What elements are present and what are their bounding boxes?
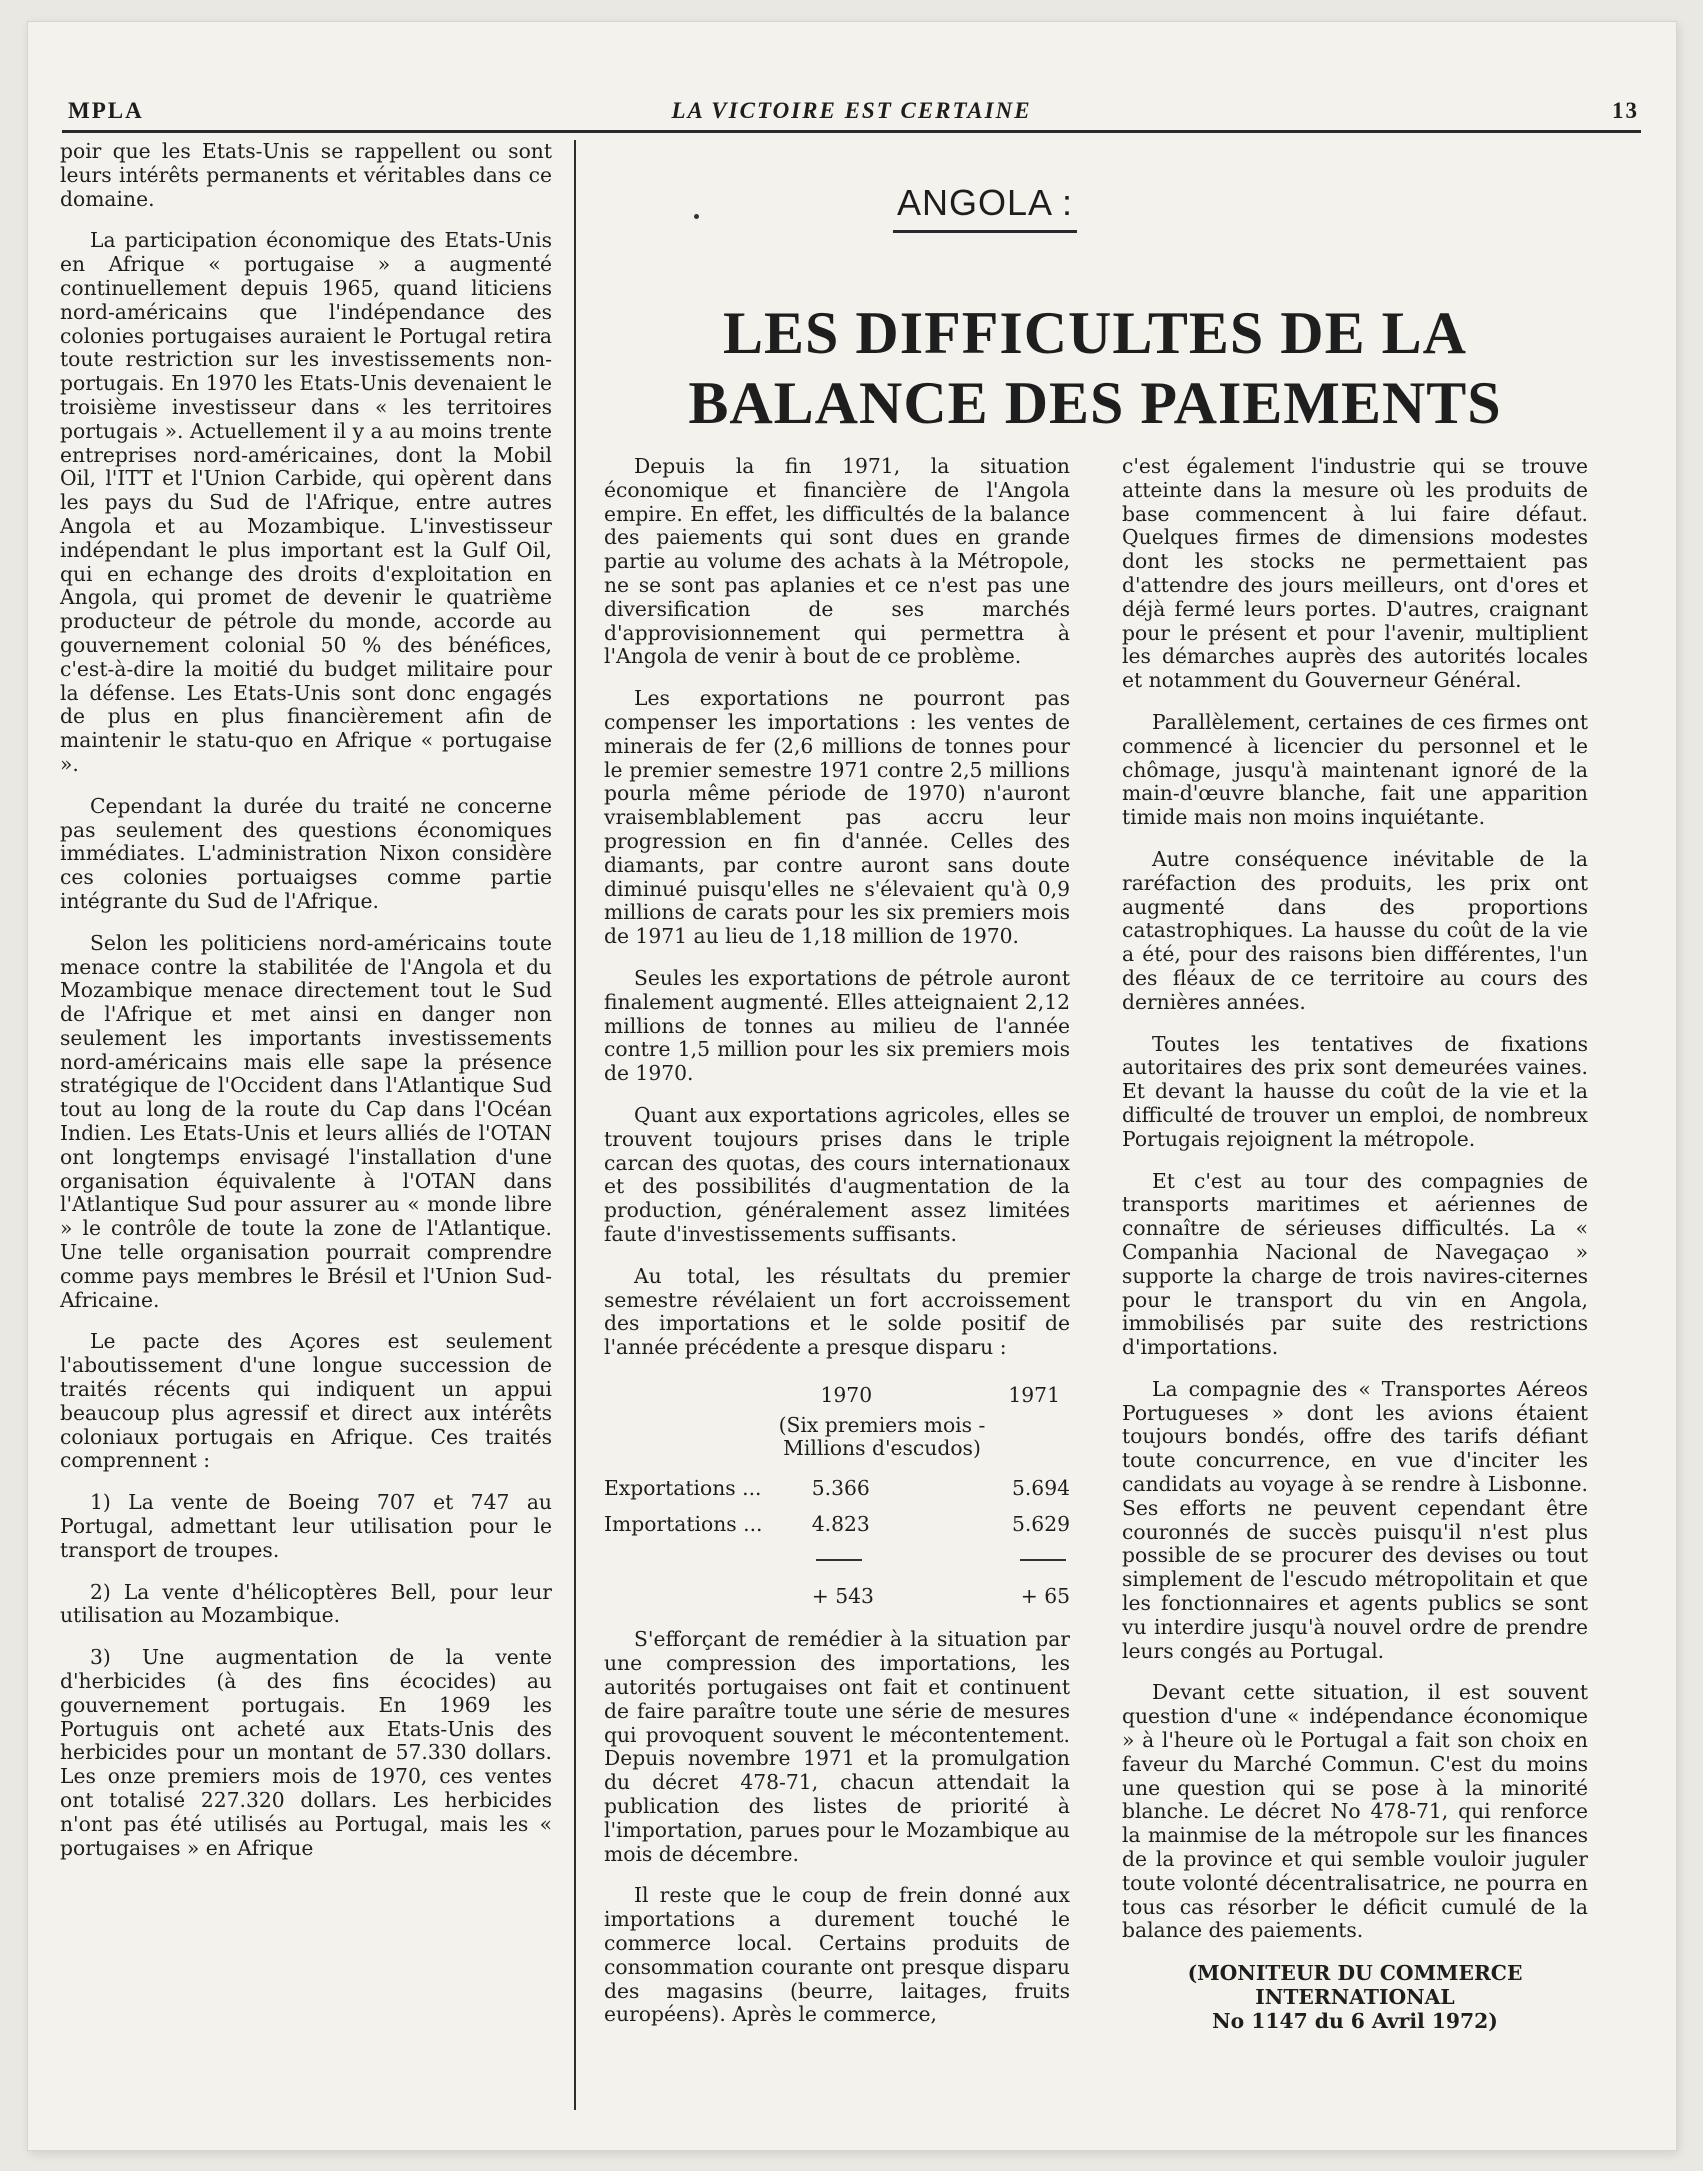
- table-header-row: [604, 1378, 1070, 1414]
- paragraph: c'est également l'industrie qui se trouve atteinte dans la mesure où les produits de base commencent à lui faire défaut. Quelques firmes de dimensions modestes dont les stocks ne permettaient pas d'attendre des jours meilleurs, ont d'ores et déjà fermé leurs portes. D'autres, craignant pour le présent et pour l'avenir, multiplient les démarches auprès des autorités locales et notamment du Gouverneur Général.: [1122, 454, 1588, 693]
- table-row: [604, 1471, 1070, 1507]
- paragraph: Cependant la durée du traité ne concerne pas seulement des questions économiques immédiates. L'administration Nixon considère ces colonies portuaigses comme partie intégrante du Sud de l'Afrique.: [60, 793, 552, 913]
- table-balance-row: [604, 1579, 1070, 1615]
- paragraph: Autre conséquence inévitable de la raréfaction des produits, les prix ont augmenté dans des proportions catastrophiques. La hausse du coût de la vie a été, pour des raisons bien différentes, l'un des fléaux de ce territoire au cours des dernières années.: [1122, 846, 1588, 1014]
- source-line: No 1147 du 6 Avril 1972): [1212, 2009, 1498, 2034]
- paragraph: poir que les Etats-Unis se rappellent ou sont leurs intérêts permanents et véritables dans ce domaine.: [60, 139, 552, 211]
- print-dot: [694, 214, 699, 219]
- header-left: MPLA: [68, 98, 144, 123]
- column-left: [60, 140, 552, 1878]
- page-number: 13: [1612, 98, 1639, 123]
- paragraph: Toutes les tentatives de fixations autoritaires des prix sont demeurées vaines. Et devant la hausse du coût de la vie et la difficulté de trouver un emploi, de nombreux Portugais rejoignent la métropole.: [1122, 1031, 1588, 1151]
- paragraph: Seules les exportations de pétrole auront finalement augmenté. Elles atteignaient 2,12 millions de tonnes au milieu de l'année contre 1,5 million pour les six premiers mois de 1970.: [604, 965, 1070, 1086]
- sum-rule: [816, 1559, 862, 1561]
- column-middle: [604, 455, 1070, 2045]
- paragraph: La compagnie des « Transportes Aéreos Portugueses » dont les avions étaient toujours bondés, offre des tarifs défiant toute concurrence, en vue d'inciter les candidats au voyage à se rendre à Lisbonne. Ses efforts ne peuvent cependant être couronnés de succès puisqu'il n'est plus possible de se procurer des devises ou tout simplement de l'escudo métropolitain et que les fonctionnaires et agents publics se sont vu interdire jusqu'à nouvel ordre de prendre leurs congés au Portugal.: [1122, 1376, 1588, 1663]
- paragraph: S'efforçant de remédier à la situation par une compression des importations, les autorités portugaises ont fait et continuent de faire paraître toute une série de mesures qui provoquent souvent le mécontentement. Depuis novembre 1971 et la promulgation du décret 478-71, chacun attendait la publication des listes de priorité à l'importation, parues pour le Mozambique au mois de décembre.: [604, 1627, 1070, 1866]
- value-1970: 4.823: [811, 1512, 870, 1537]
- leader-dots: ...: [743, 1512, 763, 1537]
- source-line: (MONITEUR DU COMMERCE: [1187, 1961, 1523, 1986]
- source-citation: [1122, 1961, 1588, 2033]
- section-kicker: ANGOLA :: [893, 182, 1077, 233]
- column-rule: [574, 140, 576, 2110]
- paragraph: Et c'est au tour des compagnies de transports maritimes et aériennes de connaître de sérieuses difficultés. La « Companhia Nacional de Navegaçao » supporte la charge de trois navires-citernes pour le transport du vin en Angola, immobilisés par suite des restrictions d'importations.: [1122, 1168, 1588, 1360]
- value-1971: 5.629: [1011, 1512, 1070, 1537]
- running-header: [62, 86, 1641, 133]
- year-1971: 1971: [1008, 1382, 1060, 1407]
- headline-line-1: LES DIFFICULTES DE LA: [722, 300, 1468, 366]
- paragraph: Au total, les résultats du premier semestre révélaient un fort accroissement des importations et le solde positif de l'année précédente a presque disparu :: [604, 1263, 1070, 1360]
- list-item: 1) La vente de Boeing 707 et 747 au Portugal, admettant leur utilisation pour le transport de troupes.: [60, 1490, 552, 1562]
- value-1971: 5.694: [1011, 1476, 1070, 1501]
- paragraph: Selon les politiciens nord-américains toute menace contre la stabilitée de l'Angola et du Mozambique menace directement tout le Sud de l'Afrique et met ainsi en danger non seulement les importants investissements nord-américains mais elle sape la présence stratégique de l'Occident dans l'Atlantique Sud tout au long de la route du Cap dans l'Océan Indien. Les Etats-Unis et leurs alliés de l'OTAN ont longtemps envisagé l'installation d'une organisation équivalente à l'OTAN dans l'Atlantique Sud pour assurer au « monde libre » le contrôle de toute la zone de l'Atlantique. Une telle organisation pourrait comprendre comme pays membres le Brésil et l'Union Sud-Africaine.: [60, 930, 552, 1312]
- paragraph: Parallèlement, certaines de ces firmes ont commencé à licencier du personnel et le chômage, jusqu'à maintenant ignoré de la main-d'œuvre blanche, fait une apparition timide mais non moins inquiétante.: [1122, 709, 1588, 830]
- leader-dots: ...: [742, 1476, 762, 1501]
- paragraph: Devant cette situation, il est souvent question d'une « indépendance économique » à l'heure où le Portugal a fait son choix en faveur du Marché Commun. C'est du moins une question qui se pose à la minorité blanche. Le décret No 478-71, qui renforce la mainmise de la métropole sur les finances de la province et qui semble vouloir juguler toute volonté décentralisatrice, ne pourra en tous cas résorber le déficit cumulé de la balance des paiements.: [1122, 1680, 1588, 1943]
- row-label: Importations: [604, 1512, 737, 1537]
- year-1970: 1970: [820, 1382, 873, 1407]
- article-headline: [600, 298, 1590, 438]
- paragraph: Il reste que le coup de frein donné aux importations a durement touché le commerce local. Certains produits de consommation courante ont presque disparu des magasins (beurre, laitages, fruits européens). Après le commerce,: [604, 1883, 1070, 2027]
- table-subhead-row: [604, 1414, 1070, 1472]
- paragraph: Les exportations ne pourront pas compenser les importations : les ventes de minerais de fer (2,6 millions de tonnes pour le premier semestre 1971 contre 2,5 millions pourla même période de 1970) n'auront vraisemblablement pas accru leur progression en fin d'année. Celles des diamants, par contre auront sans doute diminué puisqu'elles ne s'élevaient qu'à 0,9 millions de carats pour les six premiers mois de 1971 au lieu de 1,18 million de 1970.: [604, 686, 1070, 949]
- table-separator-row: [604, 1543, 1070, 1579]
- balance-1970: + 543: [811, 1583, 874, 1608]
- paragraph: Le pacte des Açores est seulement l'aboutissement d'une longue succession de traités récents qui indiquent un appui beaucoup plus agressif et direct aux intérêts coloniaux portugais en Afrique. Ces traités comprennent :: [60, 1329, 552, 1473]
- header-title: LA VICTOIRE EST CERTAINE: [671, 98, 1032, 123]
- table-row: [604, 1507, 1070, 1543]
- column-right: [1122, 455, 1588, 2033]
- balance-1971: + 65: [1020, 1583, 1070, 1608]
- value-1970: 5.366: [811, 1476, 870, 1501]
- paragraph: Depuis la fin 1971, la situation économique et financière de l'Angola empire. En effet, les difficultés de la balance des paiements qui sont dues en grande partie au volume des achats à la Métropole, ne se sont pas aplanies et ce n'est pas une diversification de ses marchés d'approvisionnement qui permettra à l'Angola de venir à bout de ce problème.: [604, 454, 1070, 669]
- trade-balance-table: [604, 1378, 1070, 1615]
- list-item: 3) Une augmentation de la vente d'herbicides (à des fins écocides) au gouvernement portugais. En 1969 les Portuguis ont acheté aux Etats-Unis des herbicides pour un montant de 57.330 dollars. Les onze premiers mois de 1970, ces ventes ont totalisé 227.320 dollars. Les herbicides n'ont pas été utilisés au Portugal, mais les « portugaises » en Afrique: [60, 1645, 552, 1860]
- paragraph: Quant aux exportations agricoles, elles se trouvent toujours prises dans le triple carcan des quotas, des cours internationaux et des possibilités d'augmentation de la production, généralement assez limitées faute d'investissements suffisants.: [604, 1102, 1070, 1246]
- sum-rule: [1020, 1559, 1066, 1561]
- paragraph: La participation économique des Etats-Unis en Afrique « portugaise » a augmenté continuellement depuis 1965, quand liticiens nord-américains que l'indépendance des colonies portugaises auraient le Portugal retira toute restriction sur les investissements non-portugais. En 1970 les Etats-Unis devenaient le troisième investisseur dans « les territoires portugais ». Actuellement il y a au moins trente entreprises nord-américaines, dont la Mobil Oil, l'ITT et l'Union Carbide, qui opèrent dans les pays du Sud de l'Afrique, entre autres Angola et au Mozambique. L'investisseur indépendant le plus important est la Gulf Oil, qui en echange des droits d'exploitation en Angola, qui promet de devenir le quatrième producteur de pétrole du monde, accorde au gouvernement colonial 50 % des bénéfices, c'est-à-dire la moitié du budget militaire pour la défense. Les Etats-Unis sont donc engagés de plus en plus financièrement afin de maintenir le statu-quo en Afrique « portugaise ».: [60, 228, 552, 776]
- headline-line-2: BALANCE DES PAIEMENTS: [688, 370, 1502, 436]
- list-item: 2) La vente d'hélicoptères Bell, pour leur utilisation au Mozambique.: [60, 1579, 552, 1628]
- source-line: INTERNATIONAL: [1255, 1985, 1455, 2010]
- row-label: Exportations: [604, 1476, 736, 1501]
- table-subhead: (Six premiers mois - Millions d'escudos): [778, 1412, 986, 1461]
